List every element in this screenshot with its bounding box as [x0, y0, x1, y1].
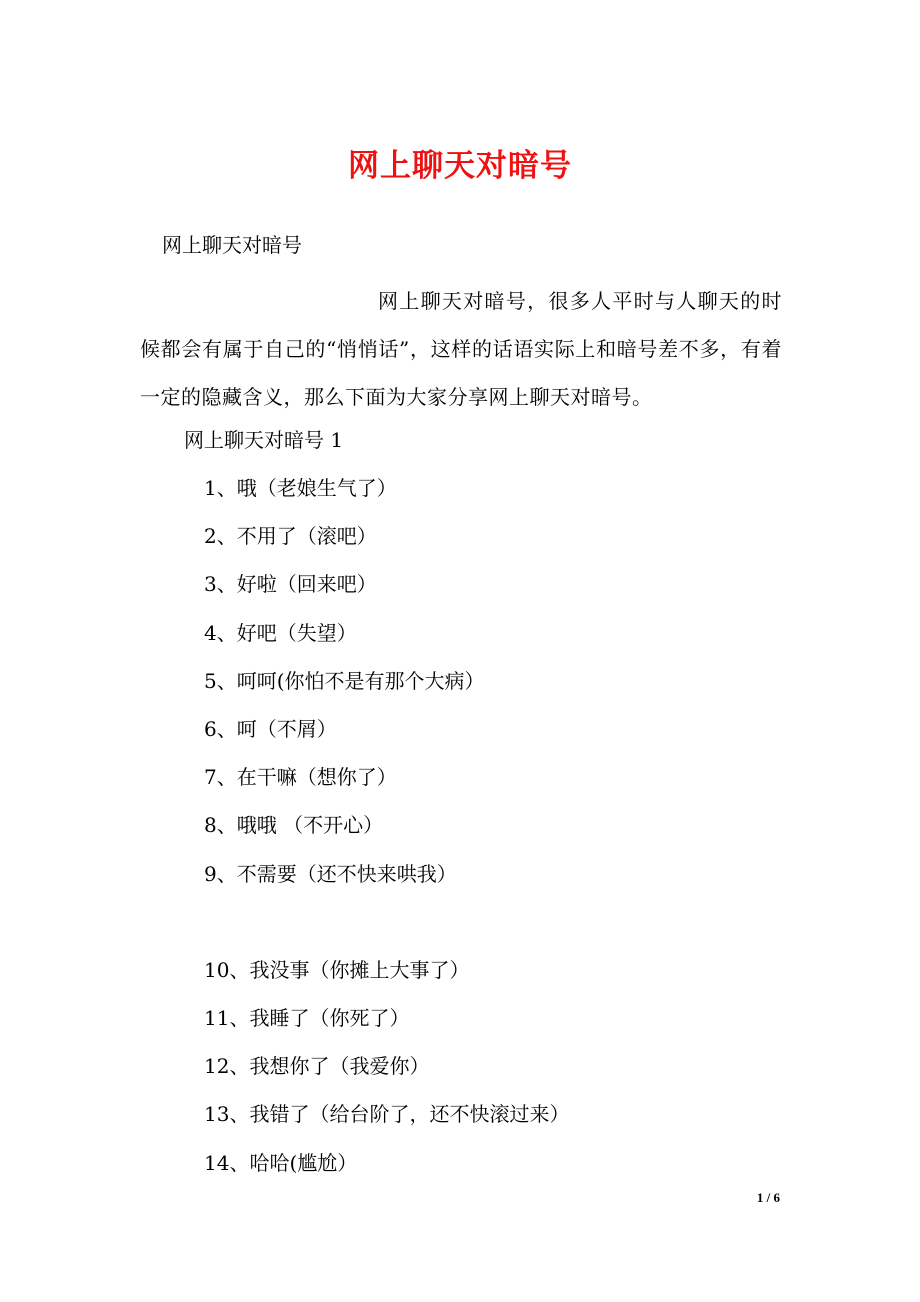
list-item: 2、不用了（滚吧）	[204, 524, 377, 549]
list-item: 9、不需要（还不快来哄我）	[204, 861, 457, 886]
section-heading: 网上聊天对暗号 1	[184, 428, 344, 452]
list-item: 3、好啦（回来吧）	[204, 572, 377, 597]
list-item: 7、在干嘛（想你了）	[204, 765, 397, 790]
list-item: 11、我睡了（你死了）	[204, 1006, 410, 1031]
list-item: 13、我错了（给台阶了，还不快滚过来）	[204, 1102, 570, 1127]
list-item: 1、哦（老娘生气了）	[204, 476, 397, 500]
code-list	[204, 473, 569, 1196]
list-item: 14、哈哈(尴尬）	[204, 1150, 358, 1175]
list-item: 4、好吧（失望）	[204, 620, 357, 645]
list-item: 6、呵（不屑）	[204, 716, 337, 741]
page-title: 网上聊天对暗号	[348, 148, 572, 184]
list-item: 10、我没事（你摊上大事了）	[204, 957, 470, 982]
list-item: 12、我想你了（我爱你）	[204, 1054, 430, 1079]
list-spacer	[204, 907, 569, 955]
list-item: 5、呵呵(你怕不是有那个大病）	[204, 668, 485, 693]
list-item: 8、哦哦 （不开心）	[204, 813, 384, 838]
page-number: 1 / 6	[756, 1190, 780, 1205]
subtitle: 网上聊天对暗号	[162, 233, 302, 257]
intro-paragraph: 网上聊天对暗号，很多人平时与人聊天的时候都会有属于自己的“悄悄话”，这样的话语实际上和暗号差不多，有着一定的隐藏含义，那么下面为大家分享网上聊天对暗号。	[140, 289, 782, 409]
